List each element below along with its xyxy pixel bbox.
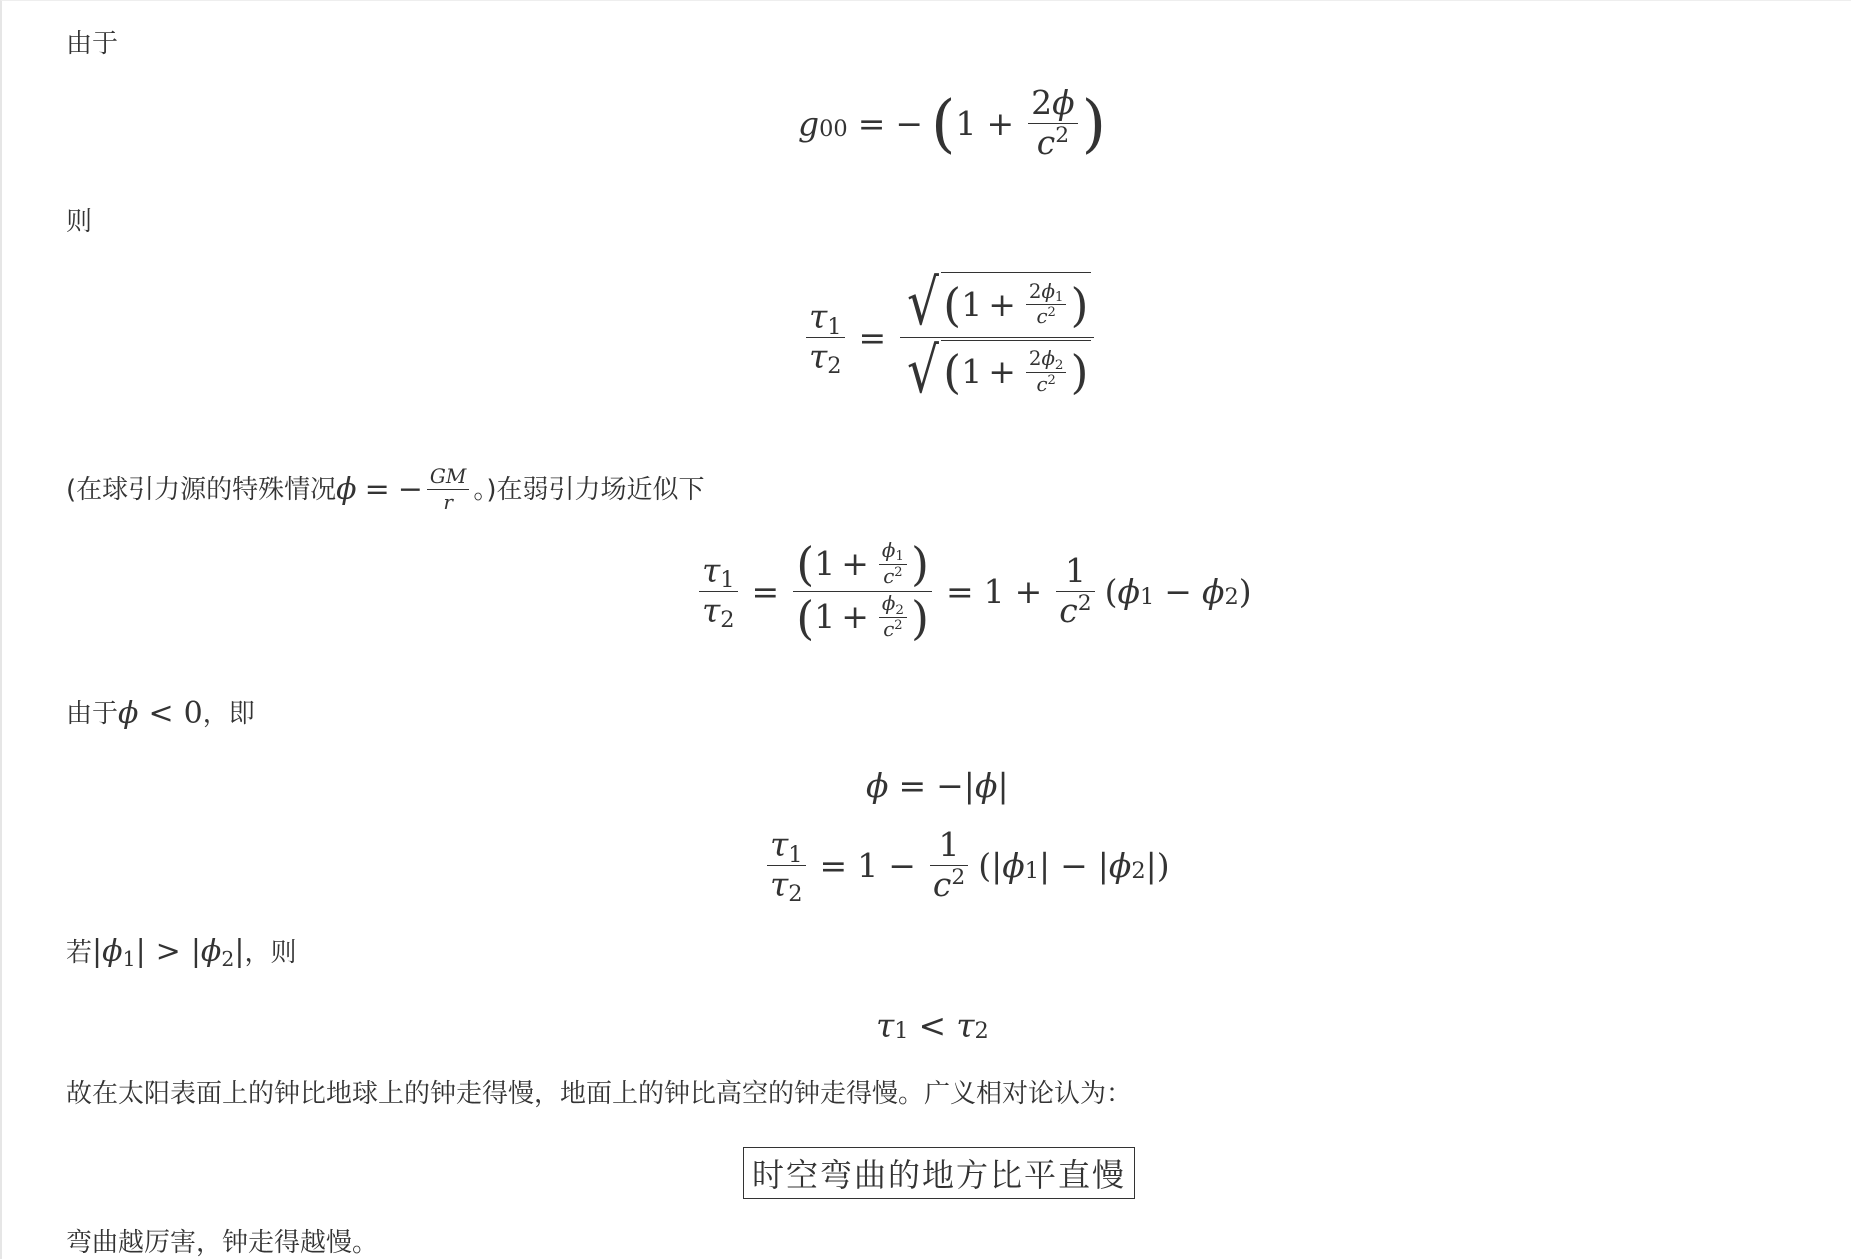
equation-weak-field: $\frac{\tau 1}{\tau 2}$ = ( 1 + $\frac{\phi 1}{c^2}$ ) ( 1 + $\frac{\phi 2}{c^2}$ ) = 1 + $\frac{1}{c^2}$ ( ϕ 1 − ϕ 2 ) <box>695 540 1252 642</box>
text-if-post: ，则 <box>244 938 297 968</box>
inline-phi-gm-r: ϕ = − $\frac{GM}{r}$ <box>336 466 473 513</box>
text-phi-negative-pre: 由于 <box>66 699 119 729</box>
text-conclusion: 故在太阳表面上的钟比地球上的钟走得慢，地面上的钟比高空的钟走得慢。广义相对论认为： <box>66 1079 1133 1109</box>
text-spherical-post: 。)在弱引力场近似下 <box>473 474 705 505</box>
paragraph-then <box>66 206 92 238</box>
text-then: 则 <box>66 207 93 237</box>
paragraph-spherical-source <box>66 466 705 513</box>
paragraph-curvature <box>66 1227 378 1259</box>
paragraph-phi-negative <box>66 698 255 730</box>
paragraph-conclusion <box>66 1078 1132 1110</box>
boxed-statement <box>743 1147 1135 1199</box>
text-spherical-pre: (在球引力源的特殊情况 <box>66 474 337 505</box>
text-curvature: 弯曲越厉害，钟走得越慢。 <box>66 1228 379 1258</box>
text-if-pre: 若 <box>66 938 93 968</box>
paragraph-if-condition <box>66 936 296 970</box>
equation-tau-compare: τ 1 < τ 2 <box>876 1006 989 1045</box>
equation-phi-abs: ϕ = −| ϕ | <box>866 766 1009 805</box>
paragraph-since <box>66 28 118 60</box>
inline-phi-less-zero: ϕ < 0 <box>118 696 203 731</box>
text-since: 由于 <box>66 29 119 59</box>
text-phi-negative-post: ，即 <box>202 699 255 729</box>
equation-g00: g 00 = − ( 1 + $\frac{2\phi}{c^2}$ ) <box>798 83 1107 162</box>
inline-abs-compare: |ϕ1| > |ϕ2| <box>92 934 245 972</box>
equation-tau-abs: $\frac{\tau 1}{\tau 2}$ = 1 − $\frac{1}{c^2}$ (| ϕ 1 | − | ϕ 2 |) <box>763 828 1170 902</box>
text-boxed: 时空弯曲的地方比平直慢 <box>752 1156 1127 1194</box>
equation-tau-sqrt: $\frac{\tau 1}{\tau 2}$ = √ ( 1 + $\frac{2\phi 1}{c^2}$ ) √ ( 1 + $\frac{2\phi 2}{c^2}$ ) <box>802 272 1098 402</box>
